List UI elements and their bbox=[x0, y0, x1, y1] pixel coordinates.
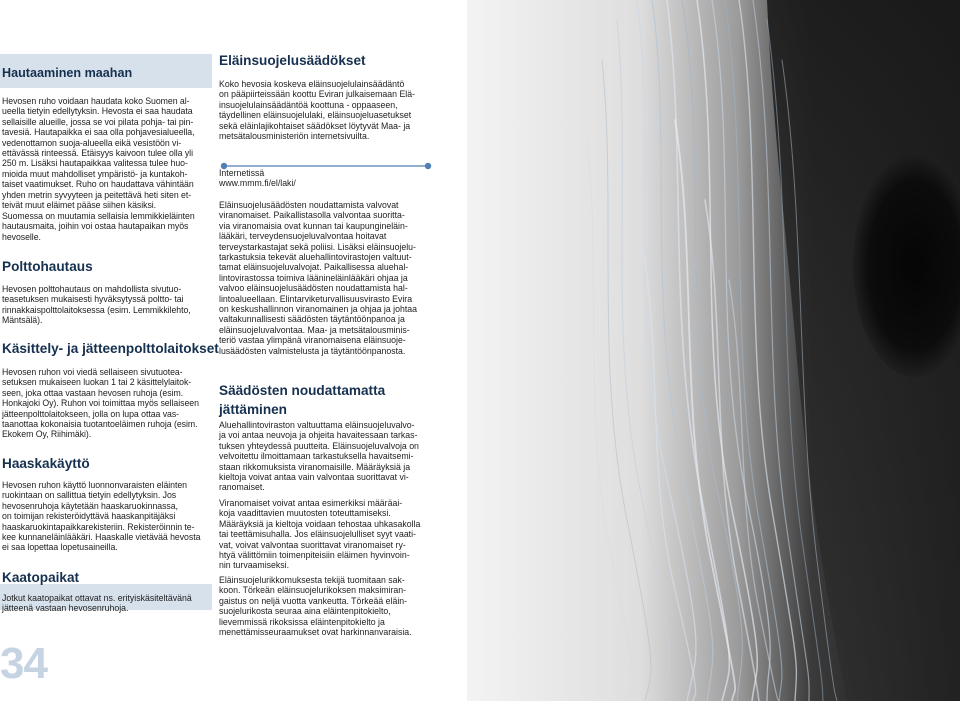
paragraph-hautaaminen-2: Suomessa on muutamia sellaisia lemmikkieläinten hautausmaita, joihin voi ostaa hautapaikan myös hevoselle. bbox=[2, 211, 195, 242]
paragraph-noudattamatta-3: Eläinsuojelurikkomuksesta tekijä tuomitaan sak- koon. Törkeän eläinsuojelurikoksen maksimiran- gaistus on neljä vuotta vankeutta. Törkeää eläin- suojelurikosta seuraa aina eläintenpitokielto, lievemmissä rikoksissa eläintenpitokielto ja menettämisseuraamukset ovat harkinnanvaraisia. bbox=[219, 575, 412, 638]
horse-photo bbox=[467, 0, 960, 701]
heading-kasittely: Käsittely- ja jätteenpolttolaitokset bbox=[2, 341, 219, 356]
paragraph-noudattamatta-1: Aluehallintoviraston valtuuttama eläinsuojeluvalvo- ja voi antaa neuvoja ja ohjeita havaitessaan tarkas- tuksen yhteydessä puutteita. Eläinsuojeluvalvoja on velvoitettu ilmoittamaan tarkastuksella havaitsemi- staan rikkomuksista viranomaisille. Määräyksiä ja kieltoja voivat antaa vain valvontaa suorittavat vi- ranomaiset. bbox=[219, 420, 419, 493]
paragraph-noudattamatta-2: Viranomaiset voivat antaa esimerkiksi määräai- koja vaadittavien muutosten toteuttamiseksi. Määräyksiä ja kieltoja voidaan tehostaa uhkasakolla tai teettämisuhalla. Jos eläinsuojelulliset syyt vaati- vat, voivat valvontaa suorittavat viranomaiset ry- htyä välittömiin toimenpiteisiin eläimen hyvinvoin- nin turvaamiseksi. bbox=[219, 498, 421, 571]
heading-noudattamatta-jattaminen: Säädösten noudattamatta jättäminen bbox=[219, 383, 386, 417]
heading-polttohautaus: Polttohautaus bbox=[2, 259, 93, 274]
heading-haaskakaytto: Haaskakäyttö bbox=[2, 456, 90, 471]
paragraph-saadokset-intro: Koko hevosia koskeva eläinsuojelulainsäädäntö on pääpiirteissään koottu Eviran julkaisemaan Elä- insuojelulainsäädäntöä koottuna - oppaaseen, täydellinen eläinsuojelulaki, eläinsuojeluasetukset sekä eläinlajikohtaiset säädökset löytyvät Maa- ja metsätalousministeriön internetsivuilta. bbox=[219, 79, 416, 142]
paragraph-polttohautaus: Hevosen polttohautaus on mahdollista sivutuo- teasetuksen mukaisesti hyväksytyssä poltto- tai rinnakkaispolttolaitoksessa (esim. Lemmikkilehto, Mäntsälä). bbox=[2, 284, 191, 326]
paragraph-kasittely: Hevosen ruhon voi viedä sellaiseen sivutuotea- setuksen mukaiseen luokan 1 tai 2 käsittelylaitok- seen, joka ottaa vastaan hevosen ruhoja (esim. Honkajoki Oy). Ruhon voi toimittaa myös sellaiseen jätteenpolttolaitokseen, jolla on lupa ottaa vas- taanottaa kokonaisia tuotantoeläimen ruhoja (esim. Ekokem Oy, Riihimäki). bbox=[2, 367, 199, 440]
link-block-internetissa: Internetissä www.mmm.fi/el/laki/ bbox=[219, 168, 296, 189]
horse-eye-mane-image bbox=[467, 0, 960, 701]
paragraph-hautaaminen-1: Hevosen ruho voidaan haudata koko Suomen al- ueella tietyin edellytyksin. Hevosta ei saa haudata sellaisille alueille, jossa se voi pilata pohja- tai pin- tavesiä. Hautapaikka ei saa olla pohjavesialueella, vedenottamon suoja-alueella eikä vesistöön vi- ettävässä rinteessä. Etäisyys kaivoon tulee olla yli 250 m. Lisäksi hautapaikkaa valitessa tulee huo- mioida muut mahdolliset ympäristö- ja kuntakoh- taiset vaatimukset. Ruho on haudattava vähintään yhden metrin syvyyteen ja peitettävä heti siten et- teivät muut eläimet pääse siihen käsiksi. bbox=[2, 96, 195, 211]
paragraph-valvonta: Eläinsuojelusäädösten noudattamista valvovat viranomaiset. Paikallistasolla valvontaa suoritta- via viranomaisia ovat kunnan tai kaupungineläin- lääkäri, terveydensuojeluvalvontaa hoitavat terveystarkastajat sekä poliisi. Lisäksi eläinsuojelu- tarkastuksia tekevät aluehallintovirastojen valtuut- tamat eläinsuojeluvalvojat. Paikallisessa aluehal- lintovirastossa toimiva läänineläinlääkäri ohjaa ja valvoo eläinsuojelusäädösten noudattamista hal- lintoalueellaan. Elintarviketurvallisuusvirasto Evira on keskushallinnon viranomainen ja ohjaa ja johtaa valtakunnallisesti säädösten täytäntöönpanoa ja eläinsuojeluvalvontaa. Maa- ja metsätalousminis- teriö vastaa ylimpänä viranomaisena eläinsuoje- lusäädösten valmistelusta ja täytäntöönpanosta. bbox=[219, 200, 417, 356]
heading-elainsuojelusaadokset: Eläinsuojelusäädökset bbox=[219, 53, 366, 68]
page-number: 34 bbox=[0, 639, 47, 688]
paragraph-haaskakaytto: Hevosen ruhon käyttö luonnonvaraisten eläinten ruokintaan on sallittua tietyin edellytyksin. Jos hevosenruhoja käytetään haaskaruokinnassa, on toimijan rekisteröidyttävä haaskanpitäjäksi haaskaruokintapaikkarekisteriin. Rekisteröinnin te- kee kunnaneläinlääkäri. Haaskalle vietävää hevosta ei saa lopettaa lopetusaineilla. bbox=[2, 480, 201, 553]
heading-hautaaminen-maahan: Hautaaminen maahan bbox=[2, 66, 133, 80]
paragraph-kaatopaikat: Jotkut kaatopaikat ottavat ns. erityiskäsiteltävänä jätteenä vastaan hevosenruhoja. bbox=[2, 593, 192, 614]
heading-kaatopaikat: Kaatopaikat bbox=[2, 570, 80, 585]
